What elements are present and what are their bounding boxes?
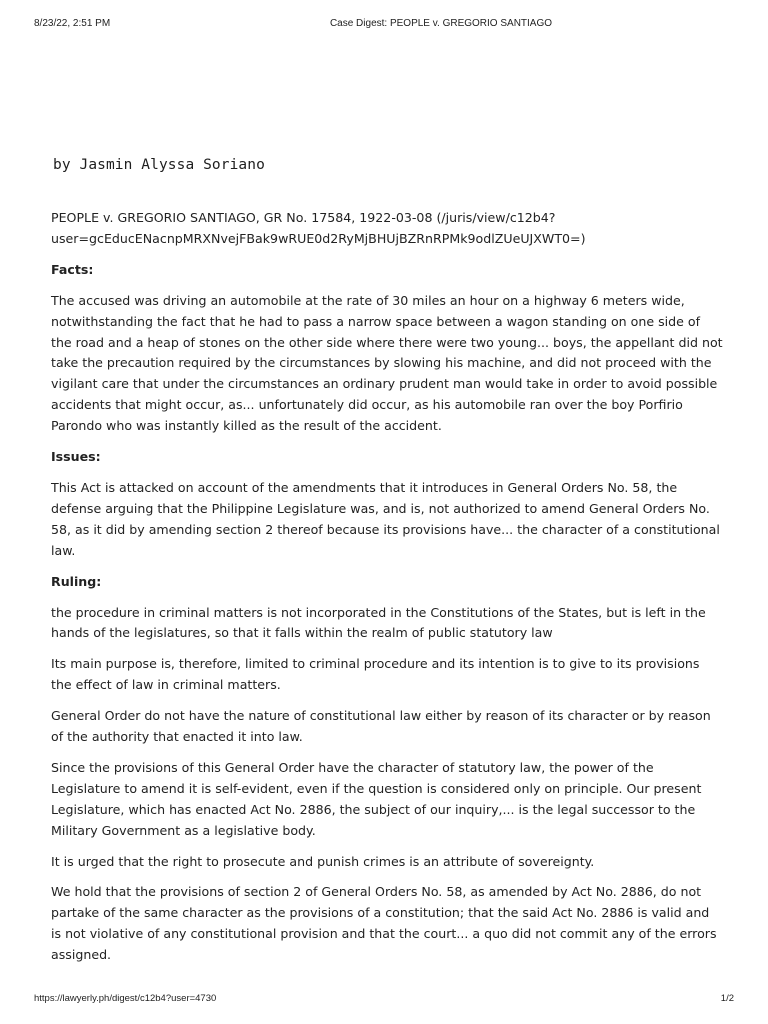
page-number: 1/2 (720, 993, 734, 1004)
ruling-paragraph: It is urged that the right to prosecute and punish crimes is an attribute of sovereignty. (51, 853, 595, 869)
author-byline: by Jasmin Alyssa Soriano (53, 157, 265, 173)
digest-content (51, 208, 723, 976)
print-footer (0, 993, 768, 1007)
facts-heading: Facts: (51, 261, 94, 277)
ruling-paragraph: the procedure in criminal matters is not incorporated in the Constitutions of the States, but is left in the hands of the legislatures, so that it falls within the realm of public statutory law (51, 604, 706, 641)
issues-text: This Act is attacked on account of the amendments that it introduces in General Orders No. 58, the defense arguing that the Philippine Legislature was, and is, not authorized to amend General Orders No. 58, as it did by amending section 2 thereof because its provisions have... the character of a constitutional law. (51, 479, 720, 558)
print-page-title: Case Digest: PEOPLE v. GREGORIO SANTIAGO (329, 18, 553, 29)
print-url: https://lawyerly.ph/digest/c12b4?user=4730 (34, 993, 217, 1004)
ruling-paragraph: Since the provisions of this General Order have the character of statutory law, the power of the Legislature to amend it is self-evident, even if the question is considered only on principle. Our present Legislature, which has enacted Act No. 2886, the subject of our inquiry,... is the legal successor to the Military Government as a legislative body. (51, 759, 702, 838)
case-citation (51, 208, 723, 250)
ruling-paragraph: We hold that the provisions of section 2 of General Orders No. 58, as amended by Act No. 2886, do not partake of the same character as the provisions of a constitution; that the said Act No. 2886 is valid and is not violative of any constitutional provision and that the court... a quo did not commit any of the errors assigned. (51, 884, 717, 963)
print-datetime: 8/23/22, 2:51 PM (34, 18, 111, 29)
case-link[interactable]: (/juris/view/c12b4?user=gcEducENacnpMRXNvejFBak9wRUE0d2RyMjBHUjBZRnRPMk9odlZUeUJXWT0=) (51, 210, 586, 246)
ruling-paragraph: Its main purpose is, therefore, limited to criminal procedure and its intention is to give to its provisions the effect of law in criminal matters. (51, 656, 700, 693)
issues-heading: Issues: (51, 449, 101, 465)
print-header (0, 18, 768, 32)
case-title: PEOPLE v. GREGORIO SANTIAGO, GR No. 17584, 1922-03-08 (51, 210, 433, 225)
ruling-heading: Ruling: (51, 573, 102, 589)
ruling-paragraph: General Order do not have the nature of constitutional law either by reason of its character or by reason of the authority that enacted it into law. (51, 708, 711, 745)
facts-text: The accused was driving an automobile at the rate of 30 miles an hour on a highway 6 meters wide, notwithstanding the fact that he had to pass a narrow space between a wagon standing on one side of the road and a heap of stones on the other side where there were two young... boys, the appellant did not take the precaution required by the circumstances by slowing his machine, and did not proceed with the vigilant care that under the circumstances an ordinary prudent man would take in order to avoid possible accidents that might occur, as... unfortunately did occur, as his automobile ran over the boy Porfirio Parondo who was instantly killed as the result of the accident. (51, 292, 723, 434)
